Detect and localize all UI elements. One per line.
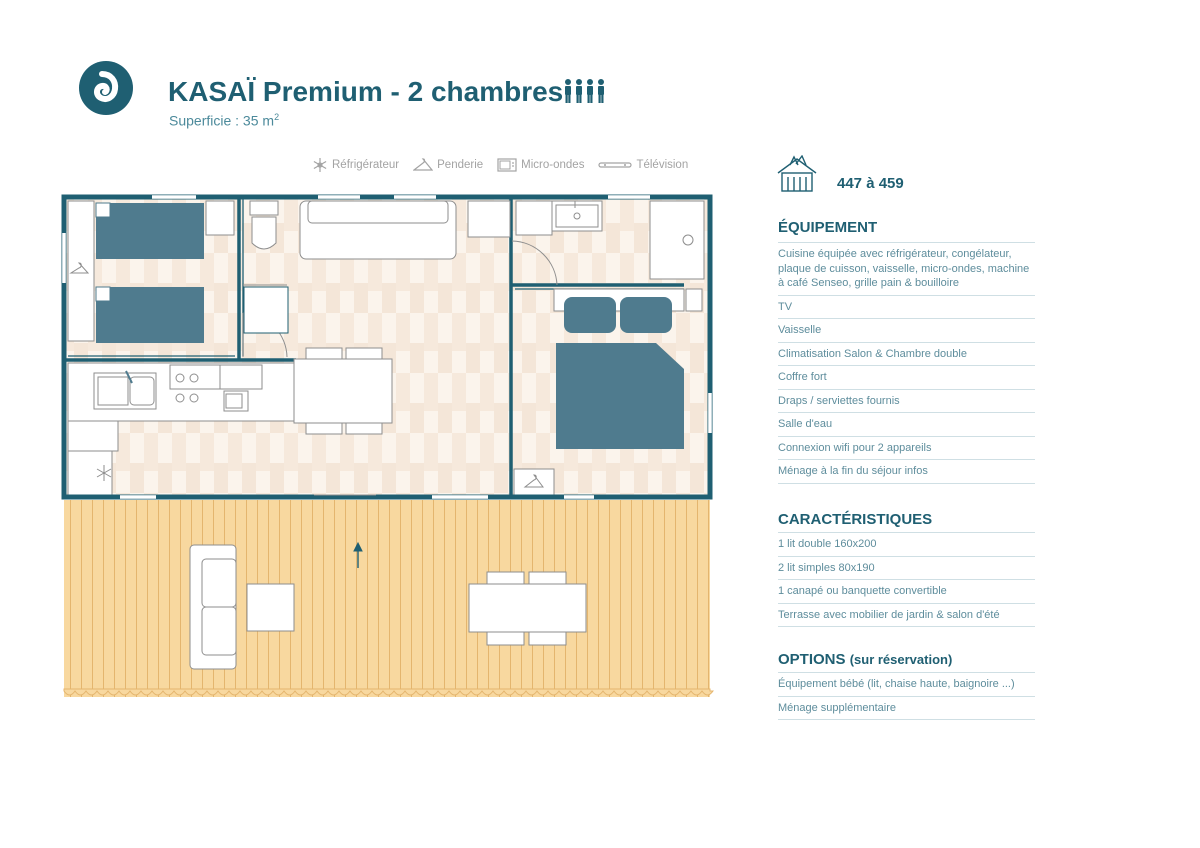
hanger-icon [413, 158, 433, 172]
list-item: Connexion wifi pour 2 appareils [778, 436, 1035, 460]
list-item: Coffre fort [778, 365, 1035, 389]
equipement-title: ÉQUIPEMENT [778, 219, 878, 236]
people-capacity-icon [563, 78, 605, 104]
list-item: Draps / serviettes fournis [778, 389, 1035, 413]
snowflake-icon [312, 157, 328, 173]
plan-legend [312, 156, 688, 174]
caracteristiques-title: CARACTÉRISTIQUES [778, 511, 933, 528]
options-title: OPTIONS (sur réservation) [778, 651, 953, 668]
lot-range: 447 à 459 [837, 175, 904, 192]
house-icon [776, 155, 818, 195]
list-item: 1 lit double 160x200 [778, 532, 1035, 556]
list-item: Cuisine équipée avec réfrigérateur, congélateur, plaque de cuisson, vaisselle, micro-ondes, machine à café Senseo, grille pain & bouilloire [778, 242, 1035, 295]
legend-item-refrigerateur: Réfrigérateur [312, 157, 399, 173]
list-item: 1 canapé ou banquette convertible [778, 579, 1035, 603]
terrace-deck [64, 500, 713, 697]
garden-sofa [190, 545, 236, 669]
list-item: Terrasse avec mobilier de jardin & salon d'été [778, 603, 1035, 628]
dining-table [294, 348, 392, 434]
list-item: Équipement bébé (lit, chaise haute, baignoire ...) [778, 672, 1035, 696]
legend-item-penderie: Penderie [413, 158, 483, 172]
brand-logo-icon [78, 60, 134, 116]
living-sofa [300, 201, 456, 259]
tv-icon [598, 160, 632, 170]
list-item: Ménage à la fin du séjour infos [778, 459, 1035, 484]
legend-item-micro-ondes: Micro-ondes [497, 158, 584, 172]
equipement-list [778, 242, 1035, 484]
options-list [778, 672, 1035, 720]
microwave-icon [497, 158, 517, 172]
list-item: Climatisation Salon & Chambre double [778, 342, 1035, 366]
list-item: Salle d'eau [778, 412, 1035, 436]
list-item: Ménage supplémentaire [778, 696, 1035, 721]
garden-coffee-table [247, 584, 294, 631]
list-item: 2 lit simples 80x190 [778, 556, 1035, 580]
surface-area: Superficie : 35 $m^2$ [169, 112, 280, 129]
caracteristiques-list [778, 532, 1035, 627]
legend-item-television: Télévision [598, 159, 688, 171]
list-item: Vaisselle [778, 318, 1035, 342]
list-item: TV [778, 295, 1035, 319]
floor-plan [60, 193, 714, 703]
page-title: KASAÏ Premium - 2 chambres [168, 76, 564, 107]
